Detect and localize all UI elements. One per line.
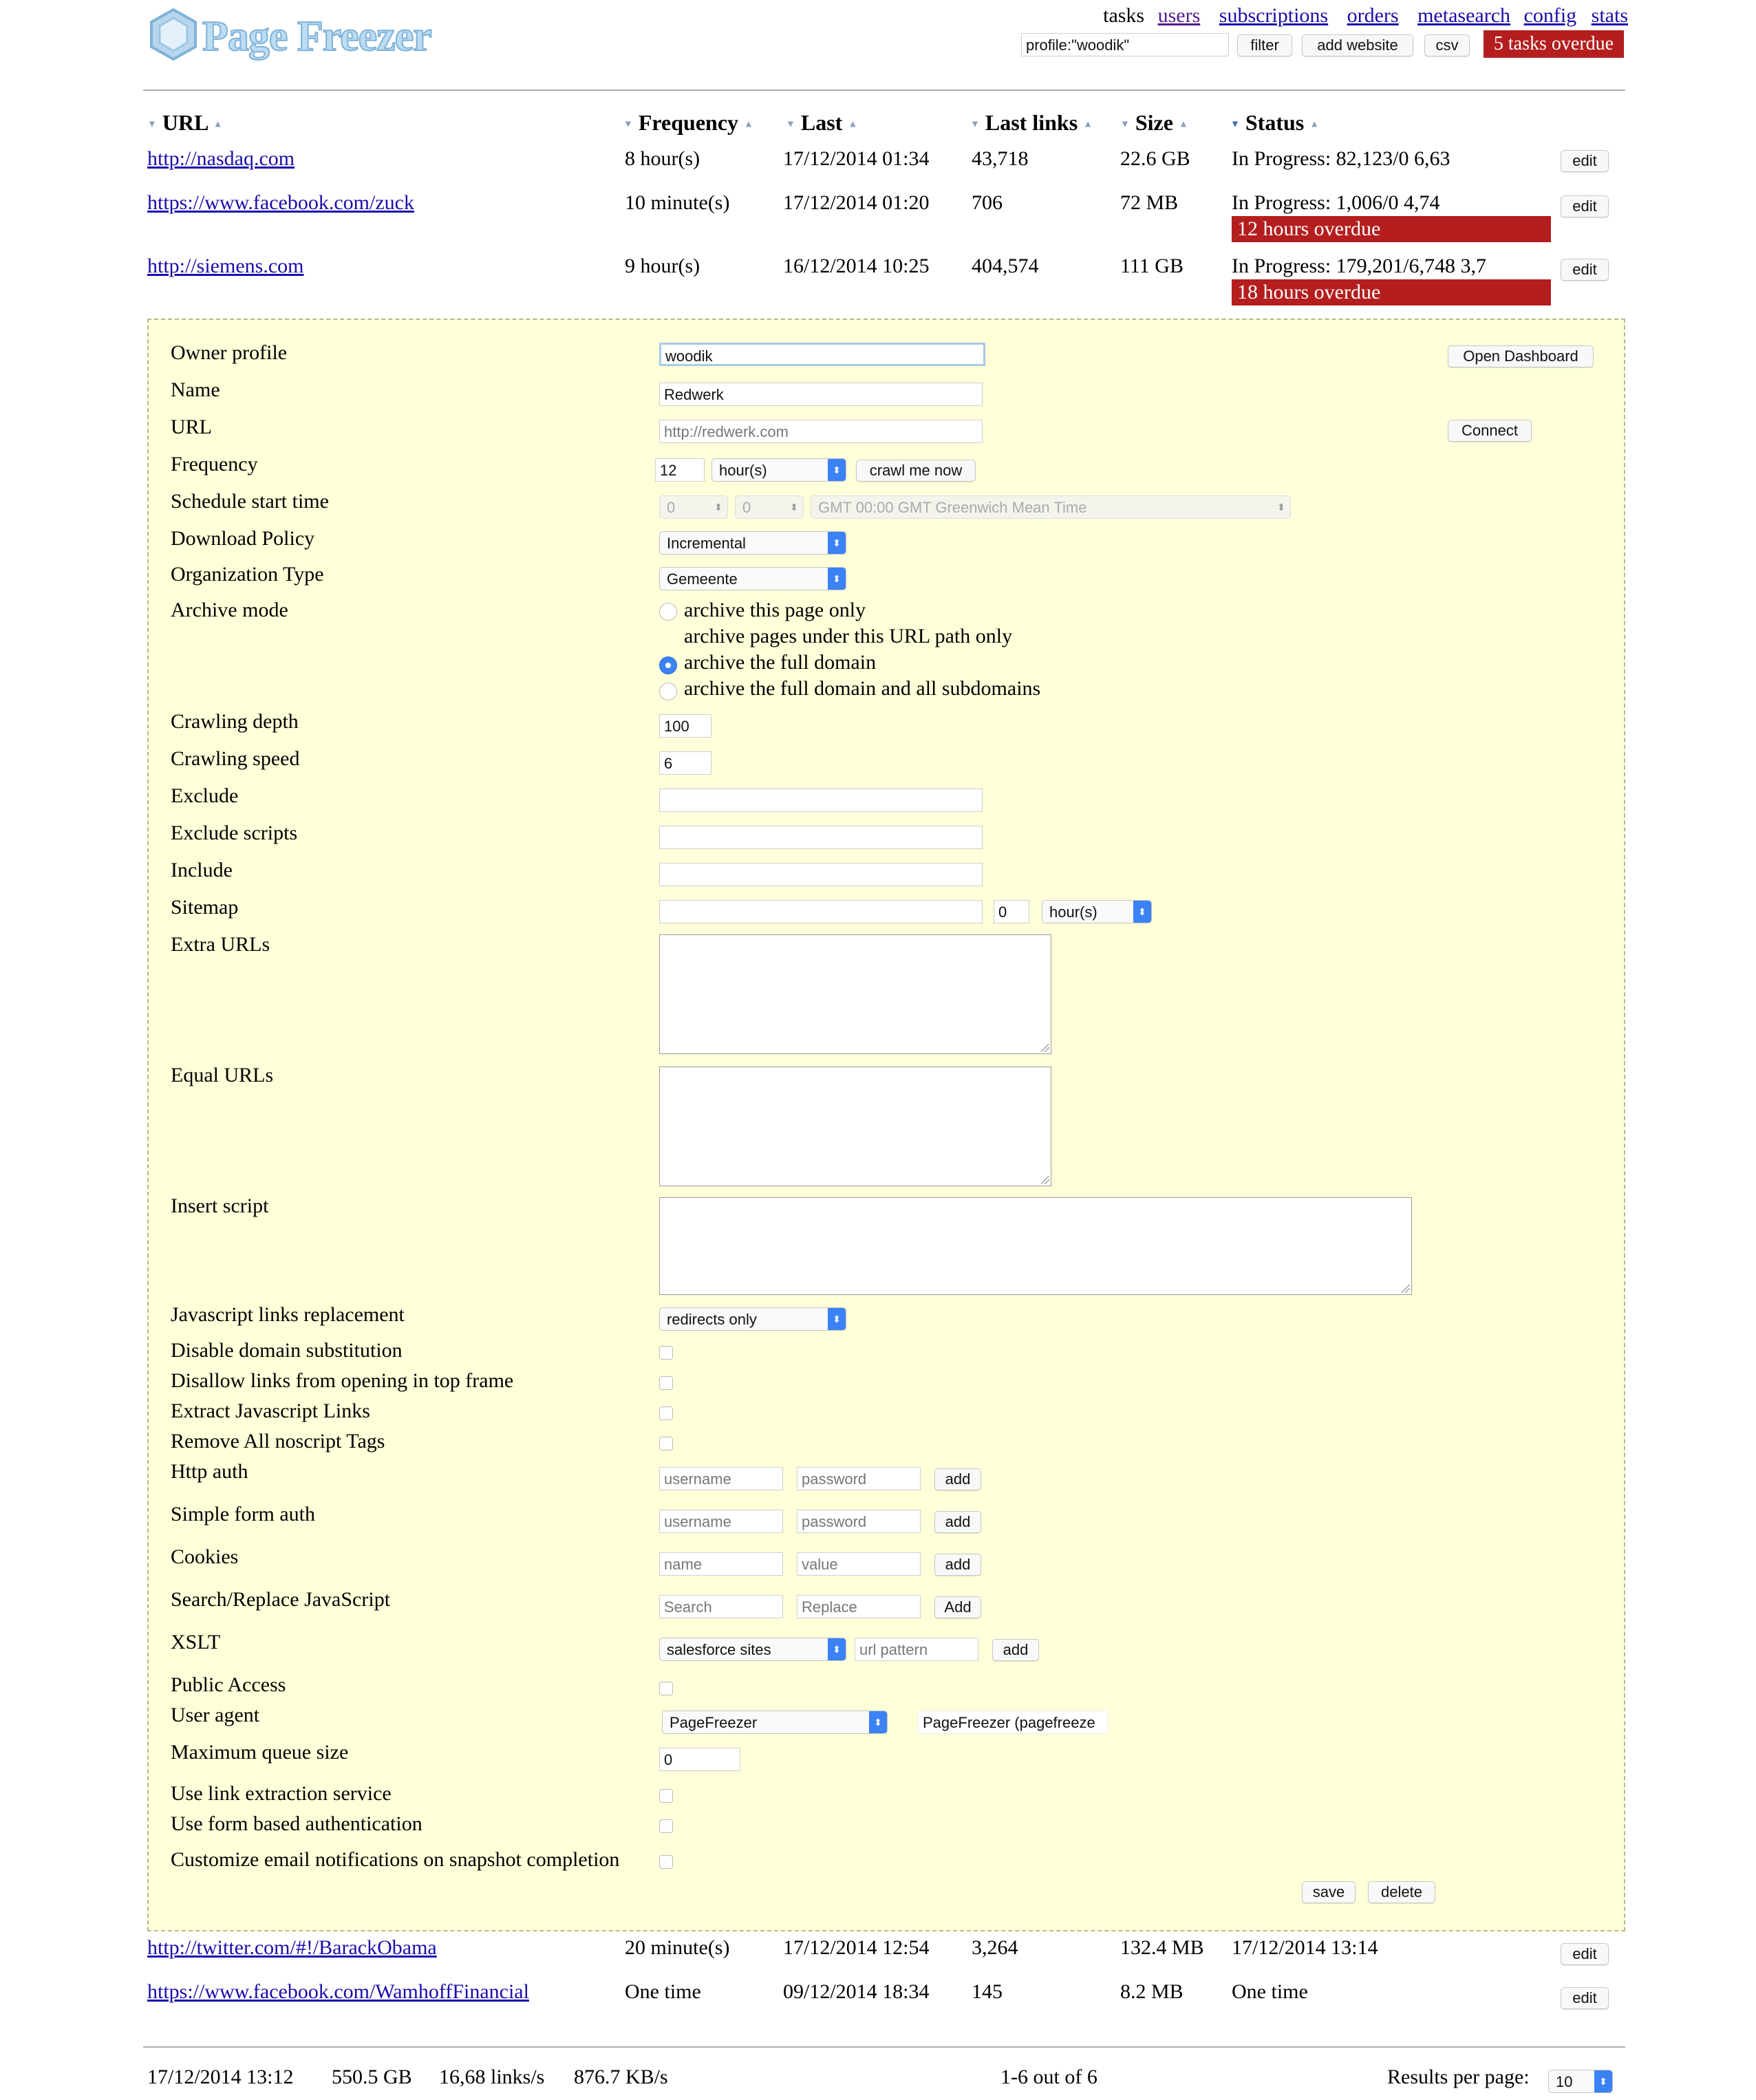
xslt-select[interactable]: salesforce sites ⬍: [659, 1638, 846, 1661]
exclude-scripts-input[interactable]: [659, 826, 983, 849]
crawl-me-now-button[interactable]: crawl me now: [856, 460, 976, 482]
edit-button[interactable]: edit: [1561, 150, 1609, 172]
extra-urls-textarea[interactable]: [659, 934, 1051, 1054]
public-access-checkbox[interactable]: [659, 1682, 673, 1695]
use-form-auth-checkbox[interactable]: [659, 1819, 673, 1833]
max-queue-size-input[interactable]: 0: [659, 1748, 740, 1771]
include-input[interactable]: [659, 863, 983, 886]
chevron-updown-icon: ⬍: [1277, 502, 1285, 513]
user-agent-string-input[interactable]: PageFreezer (pagefreeze: [918, 1711, 1108, 1734]
footer-links-rate: 16,68 links/s: [439, 2066, 545, 2088]
xslt-url-pattern-input[interactable]: url pattern: [855, 1638, 978, 1661]
sort-asc-icon: ▲: [1178, 119, 1188, 130]
table-row-size: 72 MB: [1120, 191, 1179, 214]
chevron-updown-icon: ⬍: [828, 1638, 846, 1660]
sort-asc-icon: ▲: [1309, 119, 1320, 130]
sitemap-input[interactable]: [659, 900, 983, 923]
chevron-updown-icon: ⬍: [790, 502, 798, 513]
search-js-input[interactable]: Search: [659, 1595, 783, 1618]
crawling-depth-input[interactable]: 100: [659, 714, 711, 738]
replace-js-input[interactable]: Replace: [797, 1595, 921, 1618]
label-exclude: Exclude: [171, 784, 239, 807]
schedule-timezone-select[interactable]: GMT 00:00 GMT Greenwich Mean Time ⬍: [811, 495, 1291, 519]
sort-asc-icon: ▲: [1083, 119, 1093, 130]
col-header-status[interactable]: ▼ Status ▲: [1230, 110, 1320, 135]
name-input[interactable]: Redwerk: [659, 383, 983, 406]
table-row-last-links: 3,264: [972, 1936, 1018, 1959]
table-row-last-links: 43,718: [972, 147, 1029, 170]
filter-input[interactable]: profile:"woodik": [1021, 33, 1229, 56]
extract-js-links-checkbox[interactable]: [659, 1406, 673, 1420]
footer-time: 17/12/2014 13:12: [147, 2066, 294, 2088]
label-include: Include: [171, 859, 233, 881]
chevron-updown-icon: ⬍: [869, 1711, 887, 1733]
edit-button[interactable]: edit: [1561, 259, 1609, 281]
frequency-value-input[interactable]: 12: [655, 458, 705, 482]
label-archive-mode: Archive mode: [171, 599, 288, 621]
sitemap-interval-input[interactable]: 0: [994, 900, 1029, 923]
label-disable-domain-substitution: Disable domain substitution: [171, 1339, 403, 1362]
table-row-status: In Progress: 1,006/0 4,74: [1232, 191, 1440, 214]
footer-total-size: 550.5 GB: [332, 2066, 412, 2088]
remove-noscript-checkbox[interactable]: [659, 1437, 673, 1450]
label-use-link-extraction: Use link extraction service: [171, 1782, 392, 1805]
footer-divider: [143, 2046, 1625, 2048]
http-auth-add-button[interactable]: add: [934, 1468, 981, 1490]
archive-option-label: archive the full domain and all subdomains: [684, 677, 1041, 700]
chevron-updown-icon: ⬍: [828, 532, 846, 554]
table-row-frequency: 20 minute(s): [625, 1936, 730, 1959]
top-nav: [1103, 4, 1628, 28]
nav-stats[interactable]: stats: [1591, 4, 1628, 27]
nav-users[interactable]: users: [1157, 4, 1201, 27]
radio-archive-all-subdomains[interactable]: [659, 683, 677, 700]
archive-option-label: archive this page only: [684, 599, 866, 621]
add-website-button[interactable]: add website: [1302, 34, 1413, 56]
table-row-frequency: 8 hour(s): [625, 147, 700, 170]
user-agent-select[interactable]: PageFreezer ⬍: [662, 1711, 888, 1734]
pagination-info: 1-6 out of 6: [1000, 2066, 1098, 2088]
footer-bandwidth: 876.7 KB/s: [574, 2066, 668, 2088]
search-replace-add-button[interactable]: Add: [934, 1596, 981, 1618]
overdue-badge[interactable]: 5 tasks overdue: [1484, 30, 1624, 58]
nav-config[interactable]: config: [1523, 4, 1577, 27]
table-row-url[interactable]: https://www.facebook.com/zuck: [147, 191, 414, 214]
label-crawling-depth: Crawling depth: [171, 710, 299, 733]
edit-button[interactable]: edit: [1561, 1943, 1609, 1965]
label-schedule-start-time: Schedule start time: [171, 490, 329, 513]
label-frequency: Frequency: [171, 453, 258, 475]
sort-asc-icon: ▲: [213, 119, 223, 130]
insert-script-textarea[interactable]: [659, 1197, 1412, 1295]
label-xslt: XSLT: [171, 1631, 221, 1653]
chevron-updown-icon: ⬍: [828, 459, 846, 481]
label-search-replace-js: Search/Replace JavaScript: [171, 1588, 391, 1611]
delete-button[interactable]: delete: [1368, 1881, 1435, 1903]
table-row-last-links: 706: [972, 191, 1003, 214]
label-extra-urls: Extra URLs: [171, 933, 270, 956]
chevron-updown-icon: ⬍: [828, 568, 846, 590]
label-download-policy: Download Policy: [171, 527, 315, 550]
http-auth-password-input[interactable]: password: [797, 1467, 921, 1490]
table-row-status: In Progress: 179,201/6,748 3,7: [1232, 255, 1486, 277]
results-per-page-select[interactable]: 10 ⬍: [1548, 2070, 1613, 2093]
sort-desc-icon: ▼: [1120, 119, 1130, 130]
label-organization-type: Organization Type: [171, 563, 324, 586]
overdue-indicator: 12 hours overdue: [1232, 216, 1551, 242]
label-user-agent: User agent: [171, 1704, 260, 1726]
table-row-status: One time: [1232, 1980, 1308, 2003]
table-row-status: 17/12/2014 13:14: [1232, 1936, 1378, 1959]
organization-type-select[interactable]: Gemeente ⬍: [659, 567, 846, 590]
table-row-size: 8.2 MB: [1120, 1980, 1184, 2003]
label-owner-profile: Owner profile: [171, 341, 288, 364]
owner-profile-input[interactable]: woodik: [659, 343, 985, 366]
table-row-size: 132.4 MB: [1120, 1936, 1204, 1959]
table-row-last: 16/12/2014 10:25: [783, 255, 930, 277]
label-simple-form-auth: Simple form auth: [171, 1503, 315, 1525]
radio-archive-page-only[interactable]: [659, 603, 677, 621]
schedule-minute-select[interactable]: 0 ⬍: [735, 495, 804, 519]
edit-button[interactable]: edit: [1561, 195, 1609, 217]
table-row-size: 111 GB: [1120, 255, 1184, 277]
disallow-top-frame-checkbox[interactable]: [659, 1376, 673, 1390]
form-auth-password-input[interactable]: password: [797, 1510, 921, 1533]
table-row-frequency: 10 minute(s): [625, 191, 730, 214]
schedule-hour-select[interactable]: 0 ⬍: [659, 495, 728, 519]
connect-button[interactable]: Connect: [1448, 420, 1532, 442]
sitemap-unit-select[interactable]: hour(s) ⬍: [1042, 900, 1152, 923]
label-equal-urls: Equal URLs: [171, 1064, 274, 1086]
cookie-value-input[interactable]: value: [797, 1552, 921, 1576]
sort-desc-icon: ▼: [786, 119, 795, 130]
overdue-indicator: 18 hours overdue: [1232, 279, 1551, 306]
chevron-updown-icon: ⬍: [1133, 901, 1151, 923]
chevron-updown-icon: ⬍: [714, 502, 722, 513]
label-js-links-replacement: Javascript links replacement: [171, 1303, 405, 1326]
col-header-last-links[interactable]: ▼ Last links ▲: [970, 110, 1093, 135]
chevron-updown-icon: ⬍: [828, 1308, 846, 1330]
nav-subscriptions[interactable]: subscriptions: [1219, 4, 1329, 27]
nav-orders[interactable]: orders: [1347, 4, 1399, 27]
http-auth-username-input[interactable]: username: [659, 1467, 783, 1490]
table-row-last: 17/12/2014 01:20: [783, 191, 930, 214]
col-header-url[interactable]: ▼ URL ▲: [147, 110, 223, 135]
crawling-speed-input[interactable]: 6: [659, 751, 711, 775]
label-customize-email: Customize email notifications on snapshot completion: [171, 1848, 620, 1871]
table-row-last-links: 145: [972, 1980, 1003, 2003]
sort-desc-icon: ▼: [1230, 119, 1240, 130]
logo-text: Page Freezer: [202, 13, 431, 60]
customize-email-checkbox[interactable]: [659, 1855, 673, 1869]
equal-urls-textarea[interactable]: [659, 1067, 1051, 1186]
table-row-url[interactable]: http://twitter.com/#!/BarackObama: [147, 1936, 437, 1959]
table-row-status: In Progress: 82,123/0 6,63: [1232, 147, 1450, 170]
label-extract-js-links: Extract Javascript Links: [171, 1400, 370, 1422]
results-per-page-label: Results per page:: [1387, 2066, 1530, 2088]
disable-domain-substitution-checkbox[interactable]: [659, 1346, 673, 1360]
label-cookies: Cookies: [171, 1545, 239, 1568]
sort-asc-icon: ▲: [848, 119, 858, 130]
table-row-last: 17/12/2014 12:54: [783, 1936, 930, 1959]
download-policy-select[interactable]: Incremental ⬍: [659, 531, 846, 555]
label-url: URL: [171, 416, 212, 438]
col-header-last[interactable]: ▼ Last ▲: [786, 110, 858, 135]
radio-archive-full-domain[interactable]: [659, 656, 677, 674]
table-row-frequency: One time: [625, 1980, 701, 2003]
table-row-frequency: 9 hour(s): [625, 255, 700, 277]
col-header-size[interactable]: ▼ Size ▲: [1120, 110, 1188, 135]
cookie-name-input[interactable]: name: [659, 1552, 783, 1576]
archive-option-label: archive pages under this URL path only: [684, 625, 1013, 647]
label-exclude-scripts: Exclude scripts: [171, 822, 298, 844]
filter-button[interactable]: filter: [1237, 34, 1292, 56]
open-dashboard-button[interactable]: Open Dashboard: [1448, 345, 1594, 367]
form-auth-add-button[interactable]: add: [934, 1511, 981, 1533]
label-sitemap: Sitemap: [171, 896, 239, 919]
sort-asc-icon: ▲: [744, 119, 753, 130]
table-row-url[interactable]: https://www.facebook.com/WamhoffFinancial: [147, 1980, 529, 2003]
label-crawling-speed: Crawling speed: [171, 747, 300, 770]
frequency-unit-select[interactable]: hour(s) ⬍: [711, 458, 846, 482]
use-link-extraction-checkbox[interactable]: [659, 1789, 673, 1803]
nav-metasearch[interactable]: metasearch: [1417, 4, 1511, 27]
label-use-form-auth: Use form based authentication: [171, 1812, 422, 1835]
save-button[interactable]: save: [1302, 1881, 1356, 1903]
col-header-frequency[interactable]: ▼ Frequency ▲: [623, 110, 753, 135]
cookie-add-button[interactable]: add: [934, 1554, 981, 1576]
csv-button[interactable]: csv: [1424, 34, 1470, 56]
archive-option-label: archive the full domain: [684, 651, 877, 674]
label-disallow-top-frame: Disallow links from opening in top frame: [171, 1369, 514, 1392]
label-name: Name: [171, 378, 220, 401]
sort-desc-icon: ▼: [970, 119, 980, 130]
exclude-input[interactable]: [659, 789, 983, 812]
chevron-updown-icon: ⬍: [1594, 2070, 1612, 2092]
xslt-add-button[interactable]: add: [992, 1639, 1039, 1661]
table-row-url[interactable]: http://nasdaq.com: [147, 147, 295, 170]
label-public-access: Public Access: [171, 1673, 286, 1696]
logo[interactable]: [147, 7, 464, 69]
nav-tasks: tasks: [1103, 4, 1145, 27]
js-links-replacement-select[interactable]: redirects only ⬍: [659, 1307, 846, 1331]
label-insert-script: Insert script: [171, 1194, 269, 1217]
label-remove-noscript: Remove All noscript Tags: [171, 1430, 385, 1453]
table-row-last: 17/12/2014 01:34: [783, 147, 930, 170]
edit-button[interactable]: edit: [1561, 1987, 1609, 2009]
table-row-url[interactable]: http://siemens.com: [147, 255, 304, 277]
header-divider: [143, 89, 1625, 91]
form-auth-username-input[interactable]: username: [659, 1510, 783, 1533]
table-row-last: 09/12/2014 18:34: [783, 1980, 930, 2003]
table-row-size: 22.6 GB: [1120, 147, 1190, 170]
sort-desc-icon: ▼: [147, 119, 157, 130]
label-max-queue-size: Maximum queue size: [171, 1741, 349, 1764]
logo-icon: [147, 7, 200, 62]
table-row-last-links: 404,574: [972, 255, 1039, 277]
url-input[interactable]: http://redwerk.com: [659, 420, 983, 443]
label-http-auth: Http auth: [171, 1460, 248, 1483]
sort-desc-icon: ▼: [623, 119, 633, 130]
